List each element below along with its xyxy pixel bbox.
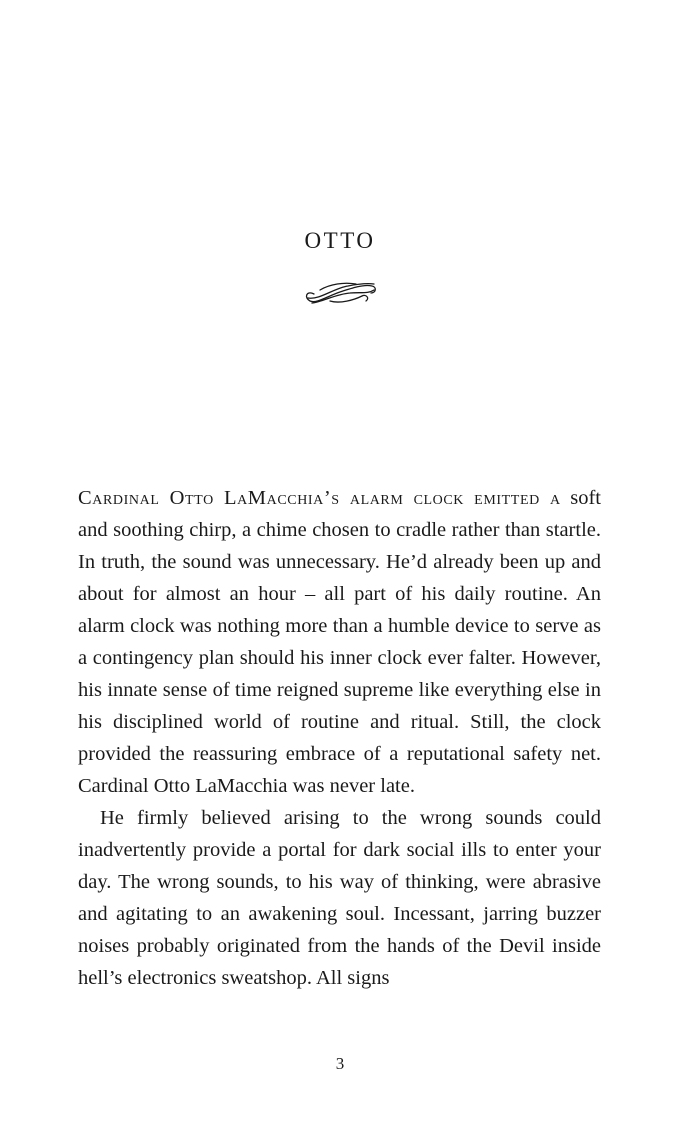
paragraph: He firmly believed arising to the wrong sounds could inadvertently provide a portal for dark social ills to enter your day. The wrong sounds, to his way of thinking, were abrasive and agitating to an awakening soul. Incessant, jarring buzzer noises probably originated from the hands of the Devil inside hell’s electronics sweatshop. All signs xyxy=(78,807,601,989)
body-text xyxy=(78,482,601,994)
page-number: 3 xyxy=(335,1054,345,1073)
paragraph-text: soft and soothing chirp, a chime chosen to cradle rather than startle. In truth, the sound was unnecessary. He’d already been up and about for almost an hour – all part of his daily routine. An alarm clock was nothing more than a humble device to serve as a contingency plan should his inner clock ever falter. However, his innate sense of time reigned supreme like everything else in his disciplined world of routine and ritual. Still, the clock provided the reassuring embrace of a reputational safety net. Cardinal Otto LaMacchia was never late. xyxy=(78,487,601,797)
paragraph xyxy=(78,482,601,802)
paragraph-lead: Cardinal Otto LaMacchia’s alarm clock emitted a xyxy=(78,487,561,509)
chapter-title: OTTO xyxy=(304,228,376,253)
flourish-ornament-icon xyxy=(300,274,380,310)
